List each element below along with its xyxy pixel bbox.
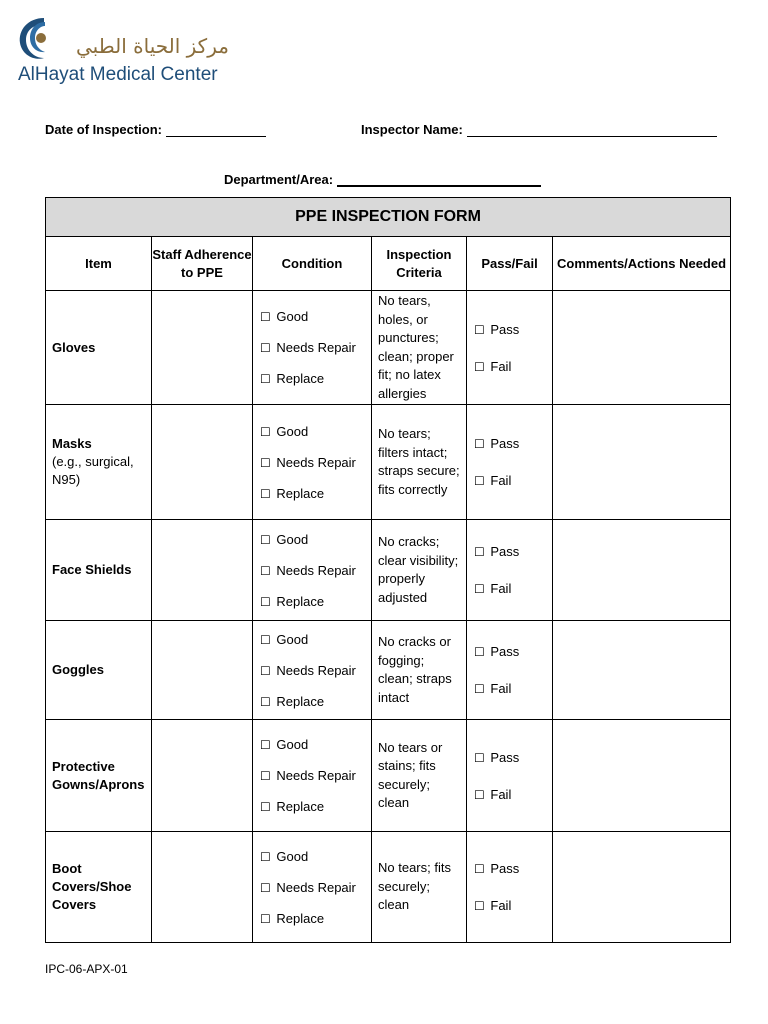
pass-fail-cell: [467, 720, 553, 832]
condition-replace-checkbox[interactable]: [260, 791, 371, 822]
comments-actions-cell[interactable]: [553, 520, 731, 621]
fail-label: Fail: [490, 358, 512, 374]
pass-fail-cell: [467, 405, 553, 520]
staff-adherence-cell[interactable]: [152, 720, 253, 832]
inspection-criteria-cell: No tears; filters intact; straps secure; fits correctly: [372, 405, 467, 520]
checkbox-icon: ☐: [260, 341, 271, 355]
checkbox-icon: ☐: [260, 800, 271, 814]
condition-replace-checkbox[interactable]: [260, 903, 371, 934]
fail-checkbox[interactable]: [474, 776, 552, 813]
inspection-criteria-cell: No tears; fits securely; clean: [372, 832, 467, 943]
checkbox-icon: ☐: [260, 738, 271, 752]
condition-replace-label: Replace: [276, 693, 325, 709]
condition-needs-repair-label: Needs Repair: [276, 662, 356, 678]
checkbox-icon: ☐: [474, 474, 485, 488]
comments-actions-cell[interactable]: [553, 832, 731, 943]
department-area-input-line[interactable]: [337, 171, 541, 187]
inspection-criteria-cell: No cracks; clear visibility; properly adjusted: [372, 520, 467, 621]
table-header-row: [46, 237, 731, 291]
checkbox-icon: ☐: [260, 486, 271, 501]
header-inspection-criteria: Inspection Criteria: [372, 237, 467, 291]
condition-replace-label: Replace: [276, 371, 325, 386]
logo-emblem-icon: [14, 12, 60, 64]
fail-checkbox[interactable]: [474, 887, 552, 924]
condition-needs-repair-checkbox[interactable]: [260, 332, 371, 363]
condition-needs-repair-checkbox[interactable]: [260, 760, 371, 791]
condition-replace-checkbox[interactable]: [260, 363, 371, 394]
header-item: Item: [46, 237, 152, 291]
condition-good-checkbox[interactable]: [260, 841, 371, 872]
item-cell: [46, 291, 152, 405]
table-row: [46, 291, 731, 405]
condition-cell: [253, 291, 372, 405]
item-name: Goggles: [52, 662, 105, 677]
condition-needs-repair-checkbox[interactable]: [260, 872, 371, 903]
fail-checkbox[interactable]: [474, 348, 552, 385]
pass-checkbox[interactable]: [474, 739, 552, 776]
checkbox-icon: ☐: [260, 880, 271, 895]
fail-label: Fail: [490, 473, 512, 488]
checkbox-icon: ☐: [260, 632, 271, 647]
checkbox-icon: ☐: [474, 322, 485, 337]
staff-adherence-cell[interactable]: [152, 520, 253, 621]
staff-adherence-cell[interactable]: [152, 291, 253, 405]
form-title: PPE INSPECTION FORM: [46, 198, 731, 237]
condition-good-label: Good: [276, 631, 309, 647]
checkbox-icon: ☐: [260, 532, 271, 547]
item-cell: [46, 621, 152, 720]
condition-cell: [253, 520, 372, 621]
item-name: Boot Covers/Shoe Covers: [52, 861, 132, 912]
comments-actions-cell[interactable]: [553, 405, 731, 520]
inspector-name-label: Inspector Name:: [361, 122, 463, 137]
pass-checkbox[interactable]: [474, 425, 552, 462]
header-condition: Condition: [253, 237, 372, 291]
comments-actions-cell[interactable]: [553, 621, 731, 720]
pass-fail-cell: [467, 520, 553, 621]
checkbox-icon: ☐: [260, 424, 271, 439]
table-row: [46, 621, 731, 720]
checkbox-icon: ☐: [474, 750, 485, 765]
fail-checkbox[interactable]: [474, 570, 552, 607]
checkbox-icon: ☐: [474, 437, 485, 451]
table-row: [46, 520, 731, 621]
pass-checkbox[interactable]: [474, 533, 552, 570]
item-name: Face Shields: [52, 562, 132, 577]
alhayat-logo: [14, 12, 229, 88]
item-cell: [46, 405, 152, 520]
condition-replace-label: Replace: [276, 799, 325, 814]
pass-checkbox[interactable]: [474, 633, 552, 670]
fail-label: Fail: [490, 786, 512, 802]
inspection-criteria-cell: No tears or stains; fits securely; clean: [372, 720, 467, 832]
pass-fail-cell: [467, 291, 553, 405]
pass-label: Pass: [490, 644, 520, 659]
condition-needs-repair-label: Needs Repair: [276, 768, 356, 783]
condition-needs-repair-checkbox[interactable]: [260, 447, 371, 478]
condition-replace-checkbox[interactable]: [260, 478, 371, 509]
pass-label: Pass: [490, 861, 520, 876]
fail-label: Fail: [490, 681, 512, 696]
condition-good-label: Good: [276, 423, 309, 439]
inspection-criteria-cell: No tears, holes, or punctures; clean; proper fit; no latex allergies: [372, 291, 467, 405]
checkbox-icon: ☐: [474, 682, 485, 696]
item-name: Protective Gowns/Aprons: [52, 758, 145, 792]
checkbox-icon: ☐: [260, 594, 271, 609]
logo-arabic-text: مركز الحياة الطبي: [76, 34, 229, 58]
checkbox-icon: ☐: [474, 862, 485, 876]
pass-checkbox[interactable]: [474, 311, 552, 348]
checkbox-icon: ☐: [474, 359, 485, 374]
condition-needs-repair-label: Needs Repair: [276, 454, 356, 470]
item-cell: [46, 720, 152, 832]
staff-adherence-cell[interactable]: [152, 621, 253, 720]
inspector-name-input-line[interactable]: [467, 122, 717, 137]
checkbox-icon: ☐: [474, 645, 485, 659]
condition-good-label: Good: [276, 737, 309, 752]
condition-replace-checkbox[interactable]: [260, 586, 371, 617]
date-of-inspection-field: [45, 122, 266, 137]
checkbox-icon: ☐: [260, 663, 271, 678]
checkbox-icon: ☐: [260, 769, 271, 783]
condition-good-label: Good: [276, 848, 309, 864]
department-area-field: [224, 171, 541, 187]
staff-adherence-cell[interactable]: [152, 405, 253, 520]
fail-checkbox[interactable]: [474, 670, 552, 707]
document-code: IPC-06-APX-01: [45, 962, 128, 976]
pass-fail-cell: [467, 832, 553, 943]
fail-checkbox[interactable]: [474, 462, 552, 499]
table-row: [46, 832, 731, 943]
checkbox-icon: ☐: [474, 545, 485, 559]
header-staff-adherence: Staff Adherence to PPE: [152, 237, 253, 291]
header-pass-fail: Pass/Fail: [467, 237, 553, 291]
checkbox-icon: ☐: [260, 455, 271, 470]
condition-needs-repair-label: Needs Repair: [276, 340, 356, 355]
item-name: Gloves: [52, 339, 96, 355]
condition-good-label: Good: [276, 531, 309, 547]
checkbox-icon: ☐: [260, 694, 271, 709]
date-of-inspection-input-line[interactable]: [166, 122, 266, 137]
checkbox-icon: ☐: [474, 582, 485, 596]
pass-label: Pass: [490, 436, 520, 451]
condition-good-checkbox[interactable]: [260, 301, 371, 332]
department-area-label: Department/Area:: [224, 172, 334, 187]
comments-actions-cell[interactable]: [553, 291, 731, 405]
condition-good-checkbox[interactable]: [260, 416, 371, 447]
condition-cell: [253, 621, 372, 720]
condition-good-checkbox[interactable]: [260, 729, 371, 760]
checkbox-icon: ☐: [260, 310, 271, 324]
logo-english-text: AlHayat Medical Center: [18, 64, 218, 85]
condition-good-label: Good: [276, 309, 309, 324]
inspector-name-field: [361, 122, 717, 137]
staff-adherence-cell[interactable]: [152, 832, 253, 943]
ppe-inspection-table: [45, 197, 731, 943]
condition-cell: [253, 832, 372, 943]
condition-replace-label: Replace: [276, 593, 325, 609]
table-row: [46, 405, 731, 520]
pass-fail-cell: [467, 621, 553, 720]
item-cell: [46, 832, 152, 943]
checkbox-icon: ☐: [260, 563, 271, 578]
condition-replace-label: Replace: [276, 910, 325, 926]
checkbox-icon: ☐: [260, 849, 271, 864]
item-name: Masks: [52, 436, 92, 451]
pass-checkbox[interactable]: [474, 850, 552, 887]
comments-actions-cell[interactable]: [553, 720, 731, 832]
fail-label: Fail: [490, 898, 512, 913]
condition-needs-repair-checkbox[interactable]: [260, 655, 371, 686]
checkbox-icon: ☐: [260, 911, 271, 926]
pass-label: Pass: [490, 321, 520, 337]
condition-needs-repair-label: Needs Repair: [276, 562, 356, 578]
checkbox-icon: ☐: [474, 787, 485, 802]
pass-label: Pass: [490, 749, 520, 765]
checkbox-icon: ☐: [260, 372, 271, 386]
condition-cell: [253, 720, 372, 832]
date-of-inspection-label: Date of Inspection:: [45, 122, 163, 137]
header-comments-actions: Comments/Actions Needed: [553, 237, 731, 291]
condition-replace-label: Replace: [276, 485, 325, 501]
fail-label: Fail: [490, 581, 512, 596]
condition-cell: [253, 405, 372, 520]
inspection-criteria-cell: No cracks or fogging; clean; straps intact: [372, 621, 467, 720]
checkbox-icon: ☐: [474, 899, 485, 913]
pass-label: Pass: [490, 544, 520, 559]
item-cell: [46, 520, 152, 621]
item-subtext: (e.g., surgical, N95): [52, 454, 134, 487]
condition-needs-repair-checkbox[interactable]: [260, 555, 371, 586]
condition-good-checkbox[interactable]: [260, 524, 371, 555]
condition-replace-checkbox[interactable]: [260, 686, 371, 717]
condition-good-checkbox[interactable]: [260, 624, 371, 655]
condition-needs-repair-label: Needs Repair: [276, 879, 356, 895]
table-row: [46, 720, 731, 832]
